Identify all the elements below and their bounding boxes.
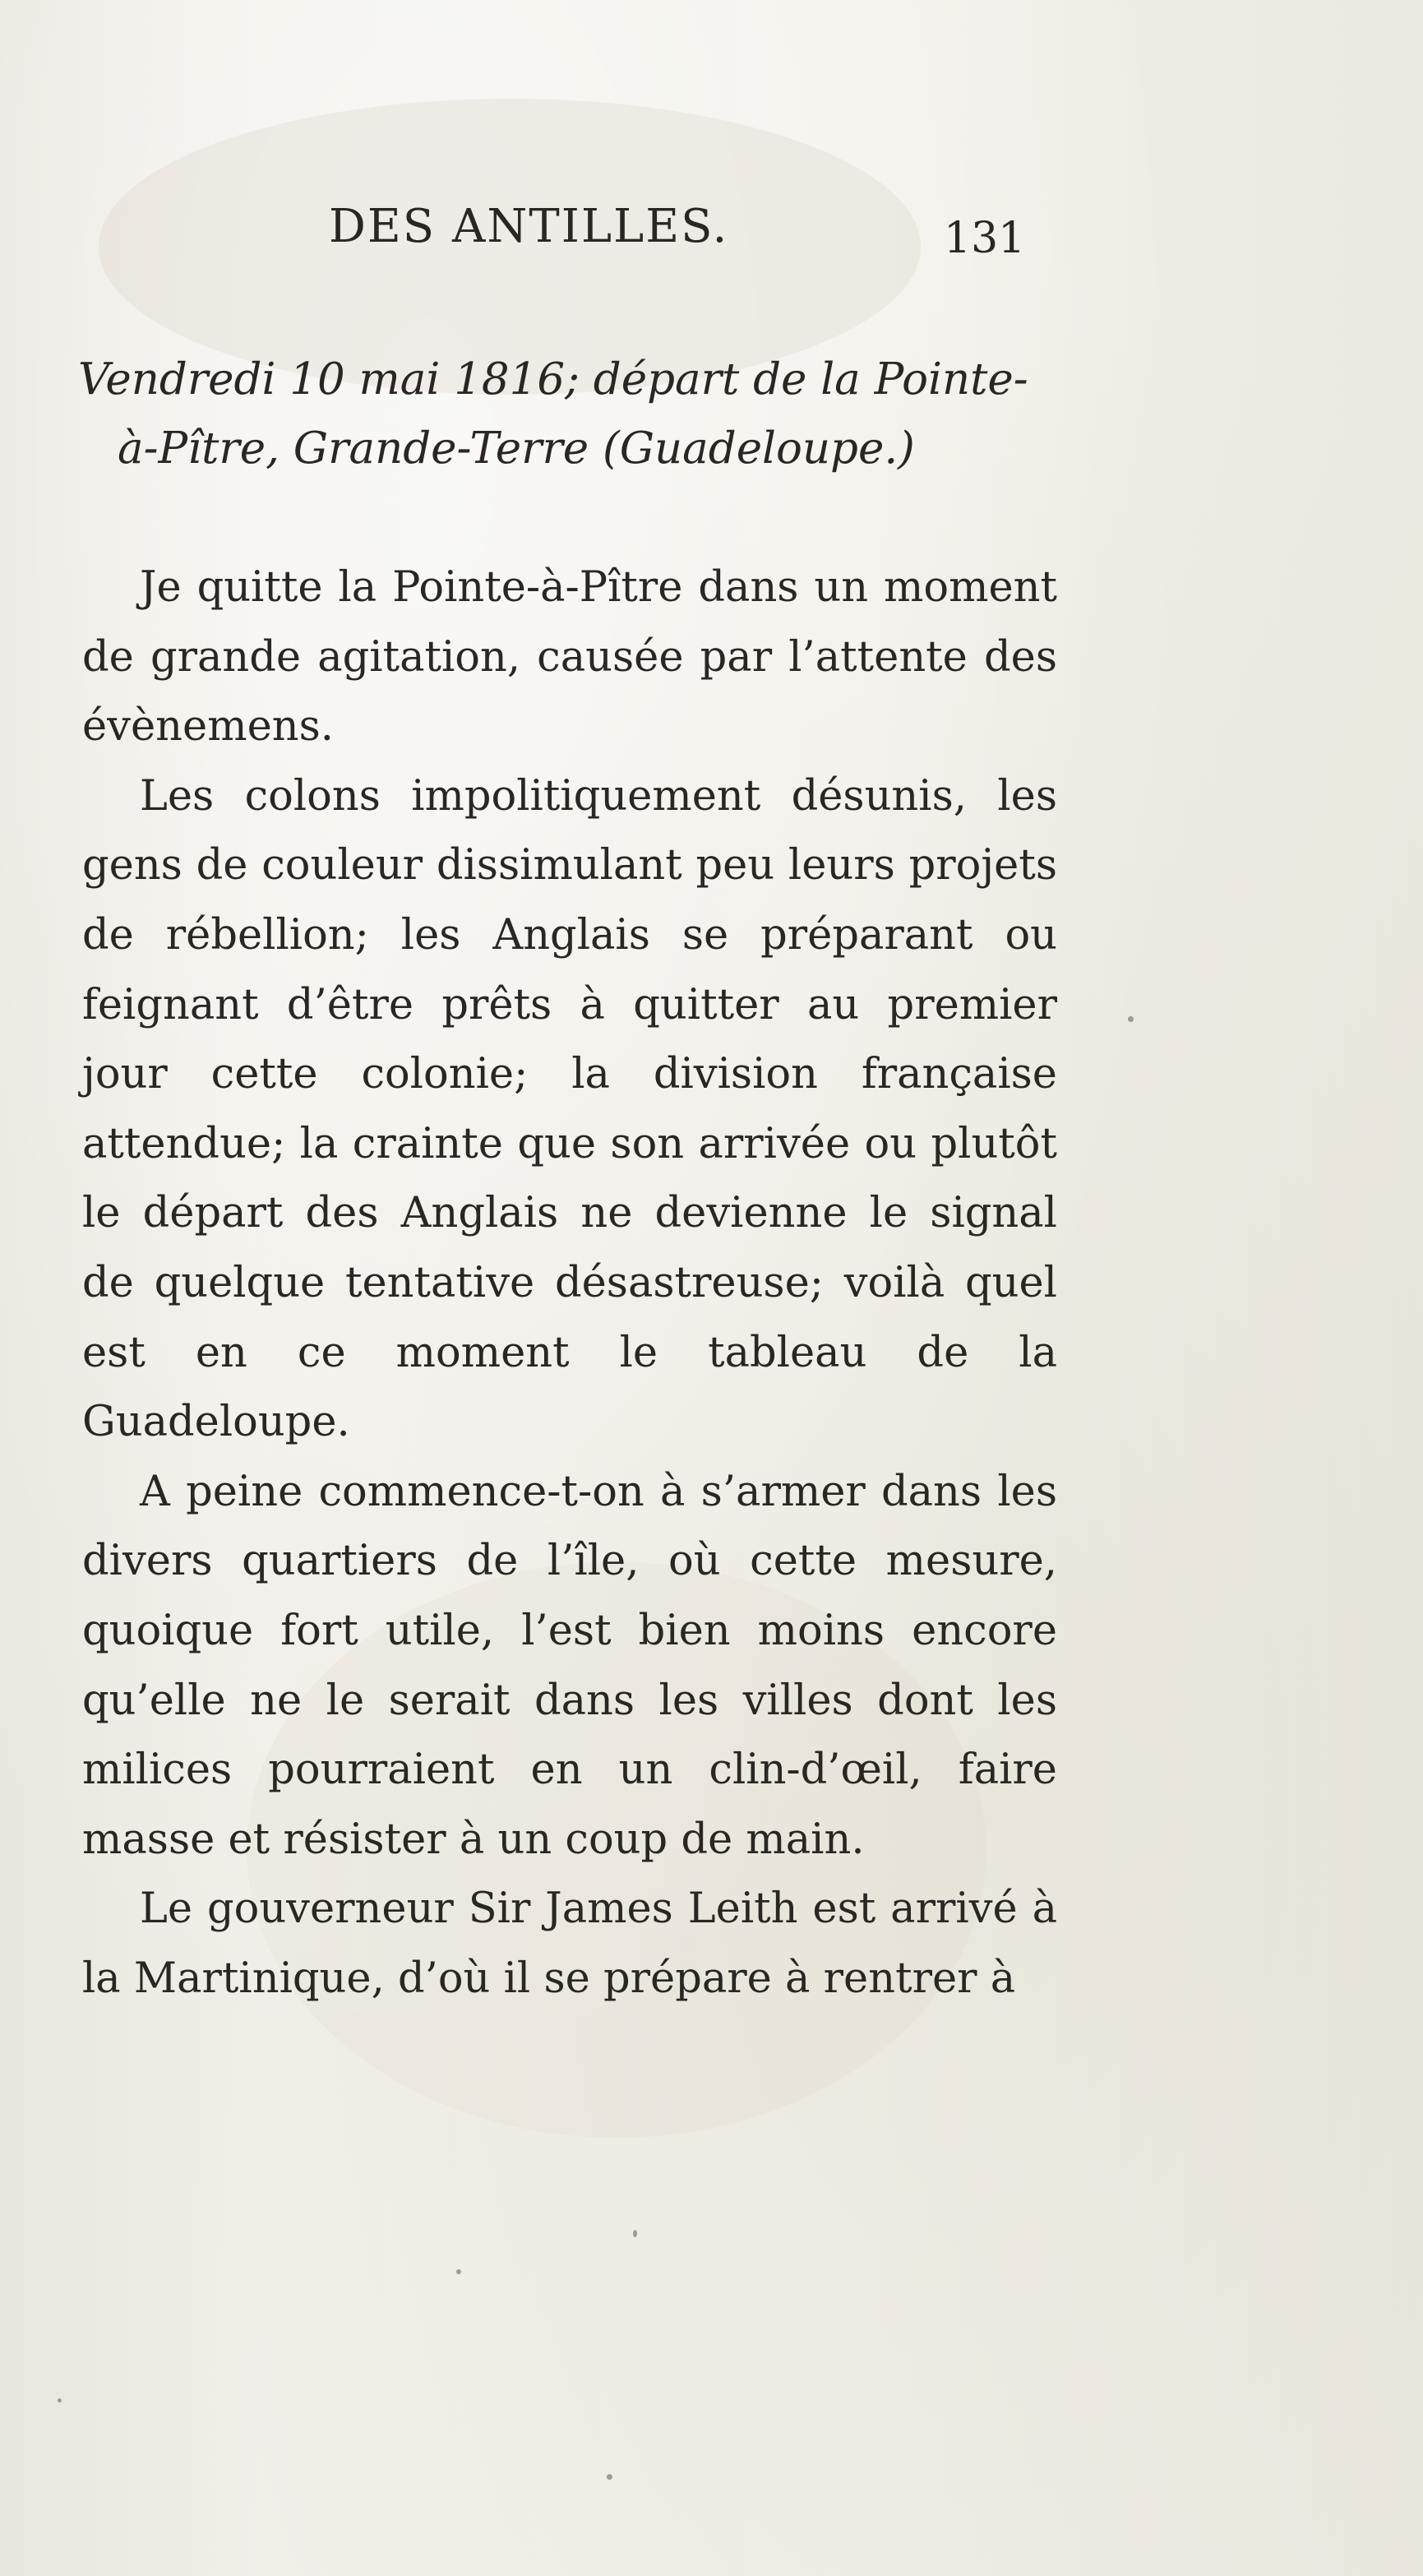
paper-speck [1128, 1016, 1134, 1022]
paper-speck [456, 2269, 461, 2274]
page-number: 131 [944, 214, 1026, 263]
paper-speck [58, 2398, 62, 2403]
entry-heading-line-2: à-Pître, Grande-Terre (Guadeloupe.) [118, 423, 915, 474]
paper-speck [633, 2230, 637, 2237]
entry-heading-line-1: Vendredi 10 mai 1816; départ de la Pointe- [78, 354, 1028, 405]
paragraph-4: Le gouverneur Sir James Leith est arrivé à la Martinique, d’où il se prépare à rentrer à [82, 1885, 1057, 2003]
paragraph-2: Les colons impolitiquement désunis, les gens de couleur dissimulant peu leurs projets de rébellion; les Anglais se préparant ou feignant d’être prêts à quitter au premier jour cette colonie; la division française attendue; la crainte que son arrivée ou plutôt le départ des Anglais ne devienne le signal de quelque tentative désastreuse; voilà quel est en ce moment le tableau de la Guadeloupe. [82, 771, 1057, 1447]
body-text [82, 553, 1057, 2014]
paragraph-1: Je quitte la Pointe-à-Pître dans un moment de grande agitation, causée par l’attente des évènemens. [82, 563, 1057, 752]
entry-heading [78, 345, 1065, 483]
paragraph-3: A peine commence-t-on à s’armer dans les divers quartiers de l’île, où cette mesure, quoique fort utile, l’est bien moins encore qu’elle ne le serait dans les villes dont les milices pourraient en un clin-d’œil, faire masse et résister à un coup de main. [82, 1467, 1057, 1864]
running-head: DES ANTILLES. [329, 200, 729, 253]
paper-speck [607, 2474, 612, 2480]
